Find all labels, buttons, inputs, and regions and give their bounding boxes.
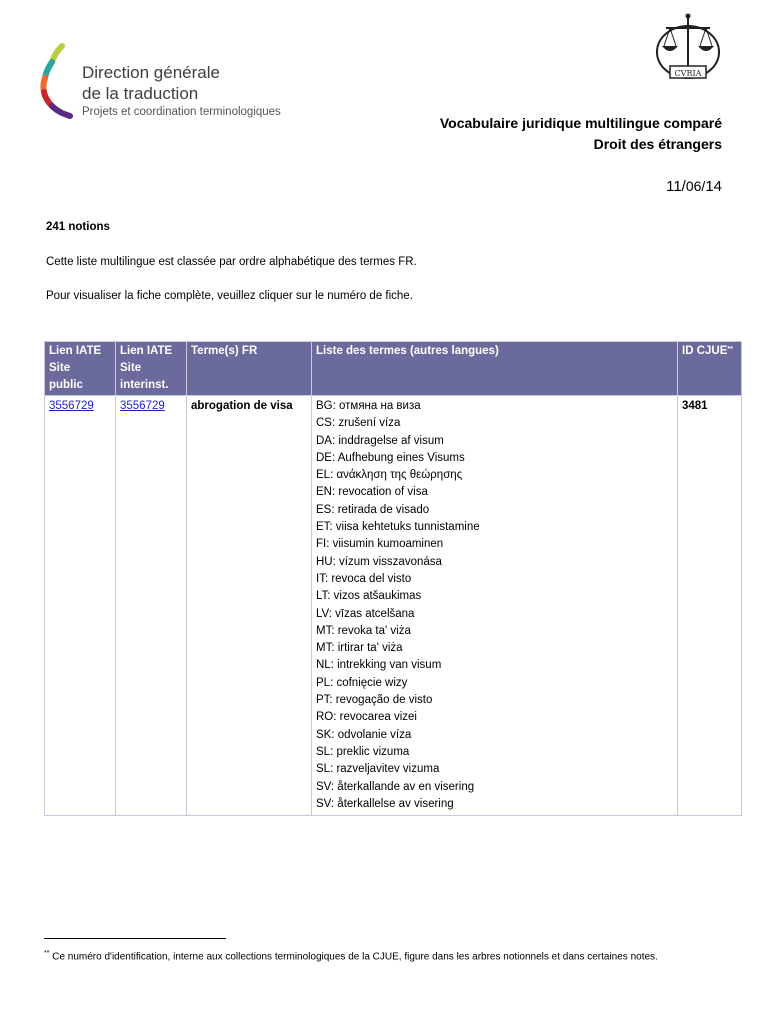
footnote-mark: ** (44, 950, 50, 957)
title-line1: Vocabulaire juridique multilingue comparé (439, 115, 722, 131)
term-item: SL: razveljavitev vizuma (316, 763, 440, 776)
term-item: LV: vīzas atcelšana (316, 607, 415, 620)
term-item: BG: отмяна на виза (316, 400, 421, 412)
footnote (44, 946, 734, 964)
header-id-cjue-label: ID CJUE (682, 345, 728, 357)
header-other-terms: Liste des termes (autres langues) (312, 342, 678, 396)
term-item: ET: viisa kehtetuks tunnistamine (316, 521, 480, 534)
terms-list (316, 398, 673, 813)
org-name-line2: de la traduction (82, 84, 199, 103)
header-iate-interinst-line1: Lien IATE (120, 345, 173, 357)
header-iate-interinst-line3: interinst. (120, 379, 169, 391)
header-iate-interinst (116, 342, 187, 396)
sort-note: Cette liste multilingue est classée par ordre alphabétique des termes FR. (46, 256, 417, 268)
table-row (45, 396, 742, 816)
header-iate-public-line1: Lien IATE (49, 345, 102, 357)
scales-of-justice-icon (652, 10, 724, 86)
curia-emblem (652, 10, 724, 86)
term-item: SK: odvolanie víza (316, 728, 412, 741)
title-line2: Droit des étrangers (593, 136, 722, 152)
click-note: Pour visualiser la fiche complète, veuillez cliquer sur le numéro de fiche. (46, 290, 413, 302)
term-item: FI: viisumin kumoaminen (316, 538, 444, 551)
term-item: MT: revoka ta' viża (316, 624, 411, 637)
footnote-separator (44, 938, 226, 939)
org-unit: Projets et coordination terminologiques (82, 106, 281, 118)
header-iate-public-line2: Site (49, 362, 71, 374)
cell-iate-interinst (116, 396, 187, 816)
term-item: PL: cofnięcie wizy (316, 676, 408, 689)
term-item: LT: vizos atšaukimas (316, 590, 422, 603)
cell-id-cjue: 3481 (678, 396, 742, 816)
term-item: DE: Aufhebung eines Visums (316, 451, 465, 464)
term-item: RO: revocarea vizei (316, 711, 417, 724)
term-item: PT: revogação de visto (316, 694, 433, 707)
term-item: CS: zrušení víza (316, 417, 401, 430)
term-item: SV: återkallande av en visering (316, 780, 475, 793)
header-term-fr: Terme(s) FR (187, 342, 312, 396)
header-iate-public (45, 342, 116, 396)
org-name-line1: Direction générale (82, 63, 220, 82)
dgt-logo-text (82, 62, 281, 120)
date-day: 11/ (666, 178, 686, 195)
term-item: HU: vízum visszavonása (316, 555, 442, 568)
header-iate-interinst-line2: Site (120, 362, 142, 374)
term-item: ES: retirada de visado (316, 503, 430, 516)
cell-other-terms (312, 396, 678, 816)
header-id-cjue (678, 342, 742, 396)
header-iate-public-line3: public (49, 379, 83, 391)
terms-table (44, 341, 742, 816)
term-item: MT: irtirar ta' viża (316, 642, 403, 655)
dgt-logo-mark (40, 42, 80, 122)
iate-interinst-link[interactable]: 3556729 (120, 400, 165, 412)
iate-public-link[interactable]: 3556729 (49, 400, 94, 412)
cell-iate-public (45, 396, 116, 816)
footnote-marker: ** (727, 346, 733, 353)
term-item: NL: intrekking van visum (316, 659, 442, 672)
document-date (666, 178, 722, 195)
term-item: EN: revocation of visa (316, 486, 428, 499)
notion-count: 241 notions (46, 221, 110, 233)
document-title (440, 113, 722, 155)
footnote-text: Ce numéro d'identification, interne aux collections terminologiques de la CJUE, figure dans les arbres notionnels et dans certaines notes. (49, 951, 658, 963)
term-item: DA: inddragelse af visum (316, 434, 444, 447)
term-item: IT: revoca del visto (316, 572, 412, 585)
term-item: SV: återkallelse av visering (316, 797, 454, 810)
cell-term-fr: abrogation de visa (187, 396, 312, 816)
dgt-logo (40, 42, 320, 122)
date-year: 14 (705, 178, 722, 195)
table-header-row (45, 342, 742, 396)
curia-label: CVRIA (674, 69, 702, 78)
date-month: 06/ (685, 178, 706, 194)
term-item: EL: ανάκληση της θεώρησης (316, 469, 463, 482)
term-item: SL: preklic vizuma (316, 745, 410, 758)
